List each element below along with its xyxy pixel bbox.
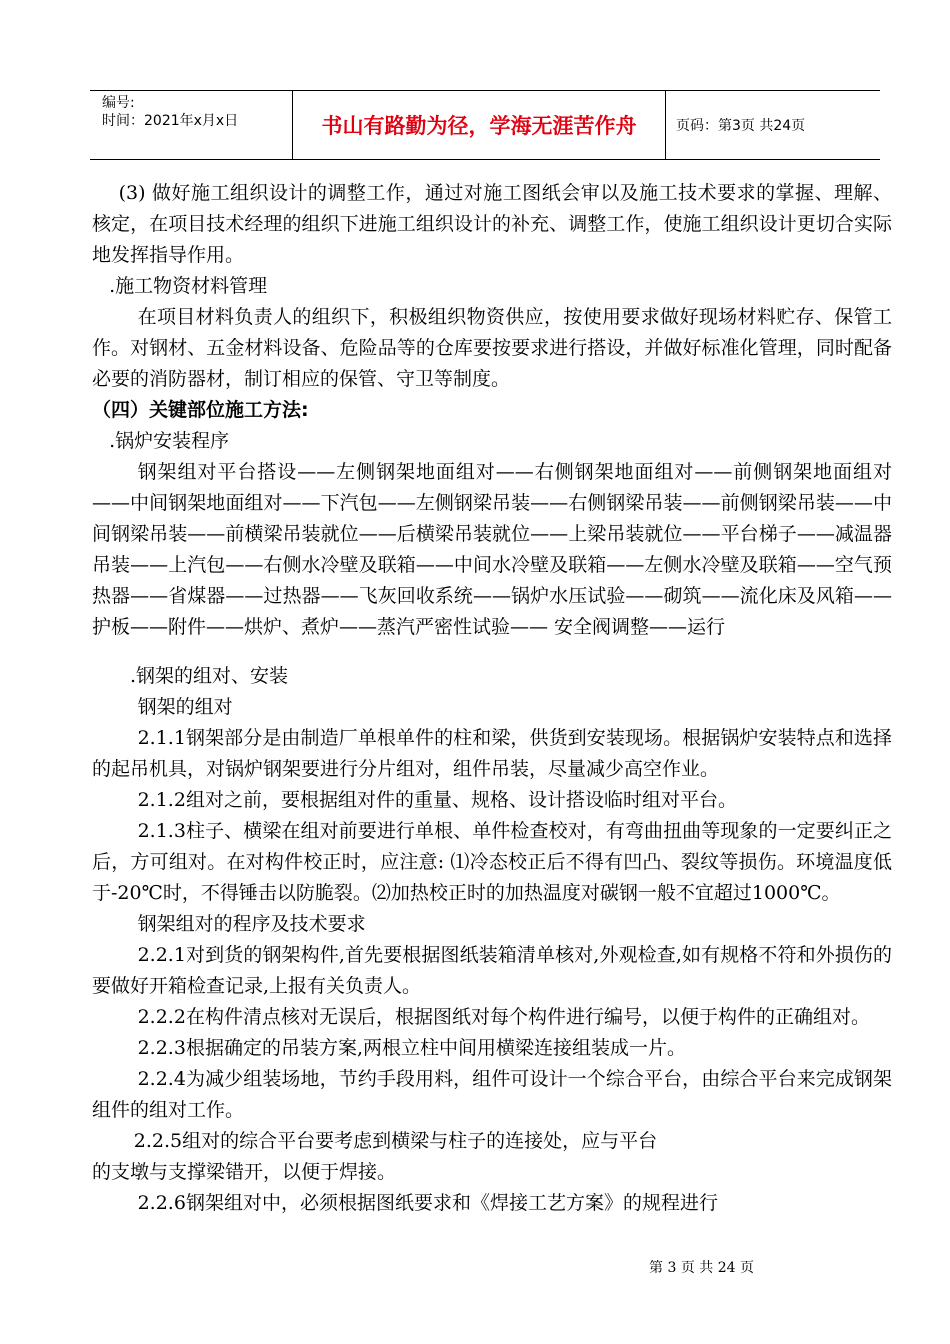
header-motto: 书山有路勤为径，学海无涯苦作舟 <box>293 91 666 159</box>
body-paragraph: 2.2.1对到货的钢架构件,首先要根据图纸装箱清单核对,外观检查,如有规格不符和外损伤的要做好开箱检查记录,上报有关负责人。 <box>92 944 892 997</box>
subsection-title: 钢架的组对 <box>137 696 233 718</box>
body-paragraph: (3) 做好施工组织设计的调整工作，通过对施工图纸会审以及施工技术要求的掌握、理解、核定，在项目技术经理的组织下进施工组织设计的补充、调整工作，使施工组织设计更切合实际地发挥指导作用。 <box>92 182 892 266</box>
body-paragraph: 2.1.1钢架部分是由制造厂单根单件的柱和梁，供货到安装现场。根据锅炉安装特点和选择的起吊机具，对锅炉钢架要进行分片组对，组件吊装，尽量减少高空作业。 <box>92 727 892 780</box>
subsection-title: .锅炉安装程序 <box>109 430 230 452</box>
section-heading: （四）关键部位施工方法: <box>92 399 309 421</box>
document-number-label: 编号: <box>102 95 135 111</box>
body-paragraph: 钢架组对平台搭设——左侧钢架地面组对——右侧钢架地面组对——前侧钢架地面组对——中间钢架地面组对——下汽包——左侧钢梁吊装——右侧钢梁吊装——前侧钢梁吊装——中间钢梁吊装——前横梁吊装就位——后横梁吊装就位——上梁吊装就位——平台梯子——减温器吊装——上汽包——右侧水冷壁及联箱——中间水冷壁及联箱——左侧水冷壁及联箱——空气预热器——省煤器——过热器——飞灰回收系统——锅炉水压试验——砌筑——流化床及风箱——护板——附件——烘炉、煮炉——蒸汽严密性试验—— 安全阀调整——运行 <box>92 461 892 638</box>
subsection-title: 钢架组对的程序及技术要求 <box>137 913 366 935</box>
page-footer-number: 第 3 页 共 24 页 <box>649 1260 754 1276</box>
body-paragraph: 2.2.6钢架组对中，必须根据图纸要求和《焊接工艺方案》的规程进行 <box>137 1192 718 1214</box>
page-header <box>90 90 880 160</box>
body-paragraph: 2.1.2组对之前，要根据组对件的重量、规格、设计搭设临时组对平台。 <box>137 789 737 811</box>
subsection-title: .钢架的组对、安装 <box>130 665 289 687</box>
body-paragraph: 2.2.2在构件清点核对无误后，根据图纸对每个构件进行编号，以便于构件的正确组对。 <box>137 1006 870 1028</box>
body-paragraph: 2.2.3根据确定的吊装方案,两根立柱中间用横梁连接组装成一片。 <box>137 1037 686 1059</box>
body-paragraph: 2.2.5组对的综合平台要考虑到横梁与柱子的连接处，应与平台 <box>133 1130 658 1152</box>
header-page-info: 页码：第3页 共24页 <box>676 118 806 134</box>
body-paragraph: 2.2.4为减少组装场地，节约手段用料，组件可设计一个综合平台，由综合平台来完成钢架组件的组对工作。 <box>92 1068 892 1121</box>
body-paragraph: 2.1.3柱子、横梁在组对前要进行单根、单件检查校对，有弯曲扭曲等现象的一定要纠正之后，方可组对。在对构件校正时，应注意: ⑴冷态校正后不得有凹凸、裂纹等损伤。环境温度低于-20℃时，不得锤击以防脆裂。⑵加热校正时的加热温度对碳钢一般不宜超过1000℃。 <box>92 820 892 904</box>
document-date: 时间：2021年x月x日 <box>102 113 239 129</box>
header-meta <box>90 91 293 159</box>
subsection-title: .施工物资材料管理 <box>109 275 268 297</box>
document-body <box>92 178 892 1219</box>
body-paragraph: 在项目材料负责人的组织下，积极组织物资供应，按使用要求做好现场材料贮存、保管工作。对钢材、五金材料设备、危险品等的仓库要按要求进行搭设，并做好标准化管理，同时配备必要的消防器材，制订相应的保管、守卫等制度。 <box>92 306 892 390</box>
body-paragraph: 的支墩与支撑梁错开，以便于焊接。 <box>92 1161 397 1183</box>
paragraph-gap <box>92 643 892 661</box>
